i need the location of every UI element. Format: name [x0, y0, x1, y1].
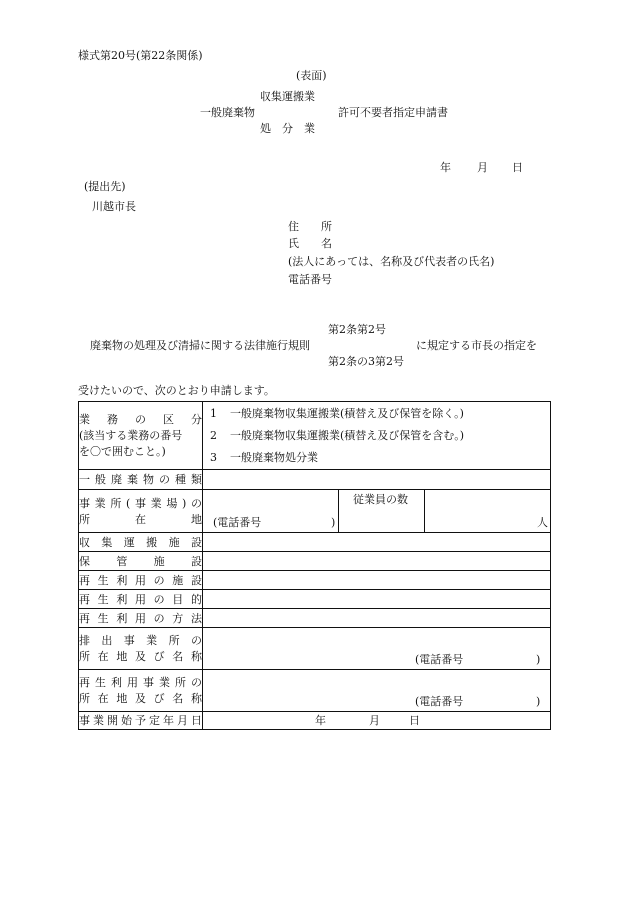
recycle-method-label-cell	[79, 609, 203, 628]
business-type-label	[79, 412, 202, 428]
row-start-date	[79, 712, 551, 730]
label-char: の	[153, 611, 165, 625]
label-char: 事	[134, 496, 146, 510]
option-text: 一般廃棄物収集運搬業(積替え及び保管を含む。)	[230, 429, 465, 442]
row-discharge-office	[79, 628, 551, 670]
label-char: の	[153, 592, 165, 606]
label-char: 一	[79, 473, 90, 486]
label-char: 生	[95, 676, 106, 689]
date-month: 月	[477, 161, 488, 174]
label-char: 生	[97, 611, 109, 625]
name-label: 氏 名	[288, 237, 332, 250]
option-text: 一般廃棄物処分業	[230, 451, 318, 464]
label-char: 称	[190, 692, 202, 705]
label-char: 設	[190, 535, 202, 549]
label-char: 地	[116, 692, 128, 705]
label-char: 名	[172, 692, 184, 705]
label-char: 所	[168, 634, 180, 647]
office-phone-label: (電話番号	[213, 516, 262, 529]
label-char: 出	[101, 634, 113, 647]
employees-label: 従業員の数	[353, 493, 408, 506]
waste-type-label-cell	[79, 470, 203, 490]
label-char: 設	[190, 554, 202, 568]
label-char: 分	[191, 413, 202, 426]
label-char: の	[191, 676, 202, 689]
start-date-month: 月	[369, 714, 380, 727]
start-date-label	[79, 713, 202, 729]
label-char: の	[135, 413, 146, 426]
label-char: 利	[116, 573, 128, 587]
label-char: び	[153, 650, 165, 663]
recycle-method-label	[79, 610, 202, 626]
label-char: 方	[172, 611, 184, 625]
label-char: 場	[166, 496, 178, 510]
label-char: 務	[107, 413, 118, 426]
recycle-method-field[interactable]	[203, 609, 551, 628]
label-char: 管	[116, 554, 128, 568]
recycle-office-field[interactable]	[203, 670, 551, 712]
label-char: 再	[79, 676, 90, 689]
recycle-purpose-label-cell	[79, 590, 203, 609]
discharge-field[interactable]	[203, 628, 551, 670]
office-phone-close: )	[331, 516, 336, 529]
label-char: 再	[79, 611, 90, 625]
label-char: 地	[191, 512, 202, 526]
office-label-1	[79, 495, 202, 511]
label-char: の	[190, 496, 202, 510]
label-char: 集	[101, 535, 113, 549]
label-char: 在	[97, 650, 109, 663]
label-char: 定	[149, 714, 160, 727]
office-address-field[interactable]	[203, 490, 339, 533]
label-char: )	[182, 496, 187, 510]
recycle-office-label-cell	[79, 670, 203, 712]
label-char: 在	[97, 692, 109, 705]
label-char: の	[159, 473, 170, 486]
row-waste-type	[79, 470, 551, 490]
recycle-office-label-1	[79, 675, 202, 691]
title-waste: 一般廃棄物	[200, 106, 255, 119]
start-date-year: 年	[315, 714, 326, 727]
label-char: (	[126, 496, 131, 510]
label-char: 施	[172, 573, 184, 587]
start-date-label-cell	[79, 712, 203, 730]
recycle-purpose-field[interactable]	[203, 590, 551, 609]
submit-to-label: (提出先)	[84, 180, 126, 193]
rule-article-top: 第2条第2号	[328, 323, 386, 336]
label-char: 利	[111, 676, 122, 689]
discharge-phone-label: (電話番号	[415, 653, 464, 666]
label-char: 施	[153, 554, 165, 568]
label-char: 及	[134, 650, 146, 663]
label-char: 月	[177, 714, 188, 727]
waste-type-label	[79, 472, 202, 488]
label-char: 般	[95, 473, 106, 486]
rule-article-bottom: 第2条の3第2号	[328, 355, 404, 368]
label-char: 事	[123, 634, 135, 647]
label-char: 的	[190, 592, 202, 606]
employees-unit: 人	[537, 516, 549, 529]
label-char: 及	[134, 692, 146, 705]
business-type-note-1: (該当する業務の番号	[79, 429, 183, 442]
label-char: び	[153, 692, 165, 705]
option-number: 1	[210, 407, 217, 420]
row-storage-facility	[79, 552, 551, 571]
label-char: の	[190, 634, 202, 647]
business-option-2[interactable]	[203, 425, 550, 447]
label-char: 類	[191, 473, 202, 486]
statement-designation: に規定する市長の指定を	[416, 339, 537, 352]
collection-facility-label	[79, 534, 202, 550]
submit-to-recipient: 川越市長	[92, 200, 136, 213]
label-char: 業	[79, 413, 90, 426]
label-char: 業	[150, 496, 162, 510]
label-char: 所	[79, 650, 90, 663]
label-char: 事	[79, 714, 90, 727]
recycle-office-label-2	[79, 691, 202, 707]
recycle-facility-label-cell	[79, 571, 203, 590]
office-label-2	[79, 511, 202, 527]
label-char: 地	[116, 650, 128, 663]
label-char: の	[153, 573, 165, 587]
label-char: 利	[116, 592, 128, 606]
row-recycle-method	[79, 609, 551, 628]
label-char: 日	[191, 714, 202, 727]
form-side: (表面)	[296, 69, 327, 82]
start-date-day: 日	[409, 714, 420, 727]
label-char: 生	[97, 592, 109, 606]
application-table	[78, 401, 551, 730]
label-char: 所	[175, 676, 186, 689]
recycle-office-phone-label: (電話番号	[415, 695, 464, 708]
label-char: 用	[134, 592, 146, 606]
label-char: 称	[190, 650, 202, 663]
label-char: 排	[79, 634, 90, 647]
label-char: 法	[190, 611, 202, 625]
discharge-phone-close: )	[536, 653, 541, 666]
label-char: 始	[121, 714, 132, 727]
label-char: 運	[123, 535, 135, 549]
storage-facility-label-cell	[79, 552, 203, 571]
label-char: 名	[172, 650, 184, 663]
label-char: 所	[79, 692, 90, 705]
discharge-label-1	[79, 633, 202, 649]
business-option-3[interactable]	[203, 447, 550, 469]
label-char: 業	[93, 714, 104, 727]
collection-facility-field[interactable]	[203, 533, 551, 552]
label-char: 在	[135, 512, 146, 526]
business-option-1[interactable]	[203, 403, 550, 425]
option-number: 2	[210, 429, 217, 442]
label-char: 業	[146, 634, 158, 647]
row-recycle-facility	[79, 571, 551, 590]
option-text: 一般廃棄物収集運搬業(積替え及び保管を除く。)	[230, 407, 464, 420]
label-char: 搬	[146, 535, 158, 549]
label-char: 再	[79, 573, 90, 587]
label-char: 年	[163, 714, 174, 727]
label-char: 業	[94, 496, 106, 510]
phone-label: 電話番号	[288, 273, 332, 286]
title-collection: 収集運搬業	[260, 90, 315, 103]
employees-field[interactable]	[425, 490, 551, 533]
label-char: 区	[163, 413, 174, 426]
start-date-field[interactable]	[203, 712, 551, 730]
label-char: 用	[134, 611, 146, 625]
employees-label-cell	[339, 490, 425, 533]
office-label-cell	[79, 490, 203, 533]
label-char: 収	[79, 535, 90, 549]
label-char: 予	[135, 714, 146, 727]
label-char: 用	[127, 676, 138, 689]
discharge-label-2	[79, 649, 202, 665]
label-char: 設	[190, 573, 202, 587]
waste-type-field[interactable]	[203, 470, 551, 490]
label-char: 生	[97, 573, 109, 587]
recycle-facility-label	[79, 572, 202, 588]
recycle-facility-field[interactable]	[203, 571, 551, 590]
label-char: 所	[110, 496, 122, 510]
label-char: 目	[172, 592, 184, 606]
address-label: 住 所	[288, 220, 332, 233]
label-char: 利	[116, 611, 128, 625]
date-day: 日	[512, 161, 523, 174]
label-char: 業	[159, 676, 170, 689]
label-char: 所	[79, 512, 90, 526]
business-type-label-cell	[79, 402, 203, 470]
row-collection-facility	[79, 533, 551, 552]
label-char: 再	[79, 592, 90, 606]
row-office	[79, 490, 551, 533]
corporation-note: (法人にあっては、名称及び代表者の氏名)	[288, 255, 495, 268]
option-number: 3	[210, 451, 217, 464]
row-recycle-purpose	[79, 590, 551, 609]
row-business-type	[79, 402, 551, 470]
storage-facility-field[interactable]	[203, 552, 551, 571]
label-char: 事	[79, 496, 90, 510]
label-char: 開	[107, 714, 118, 727]
statement-closing: 受けたいので、次のとおり申請します。	[78, 384, 275, 397]
statement-law: 廃棄物の処理及び清掃に関する法律施行規則	[90, 339, 310, 352]
label-char: 事	[143, 676, 154, 689]
discharge-label-cell	[79, 628, 203, 670]
recycle-purpose-label	[79, 591, 202, 607]
business-type-note-2: を〇で囲むこと。)	[79, 445, 166, 458]
label-char: 施	[168, 535, 180, 549]
form-number: 様式第20号(第22条関係)	[78, 49, 203, 62]
storage-facility-label	[79, 553, 202, 569]
label-char: 棄	[127, 473, 138, 486]
business-type-options-cell	[203, 402, 551, 470]
date-year: 年	[440, 161, 451, 174]
label-char: 用	[134, 573, 146, 587]
title-application: 許可不要者指定申請書	[338, 106, 448, 119]
recycle-office-phone-close: )	[536, 695, 541, 708]
label-char: 廃	[111, 473, 122, 486]
title-disposal: 処 分 業	[260, 122, 315, 135]
collection-facility-label-cell	[79, 533, 203, 552]
label-char: 物	[143, 473, 154, 486]
row-recycle-office	[79, 670, 551, 712]
label-char: 保	[79, 554, 90, 568]
label-char: 種	[175, 473, 186, 486]
